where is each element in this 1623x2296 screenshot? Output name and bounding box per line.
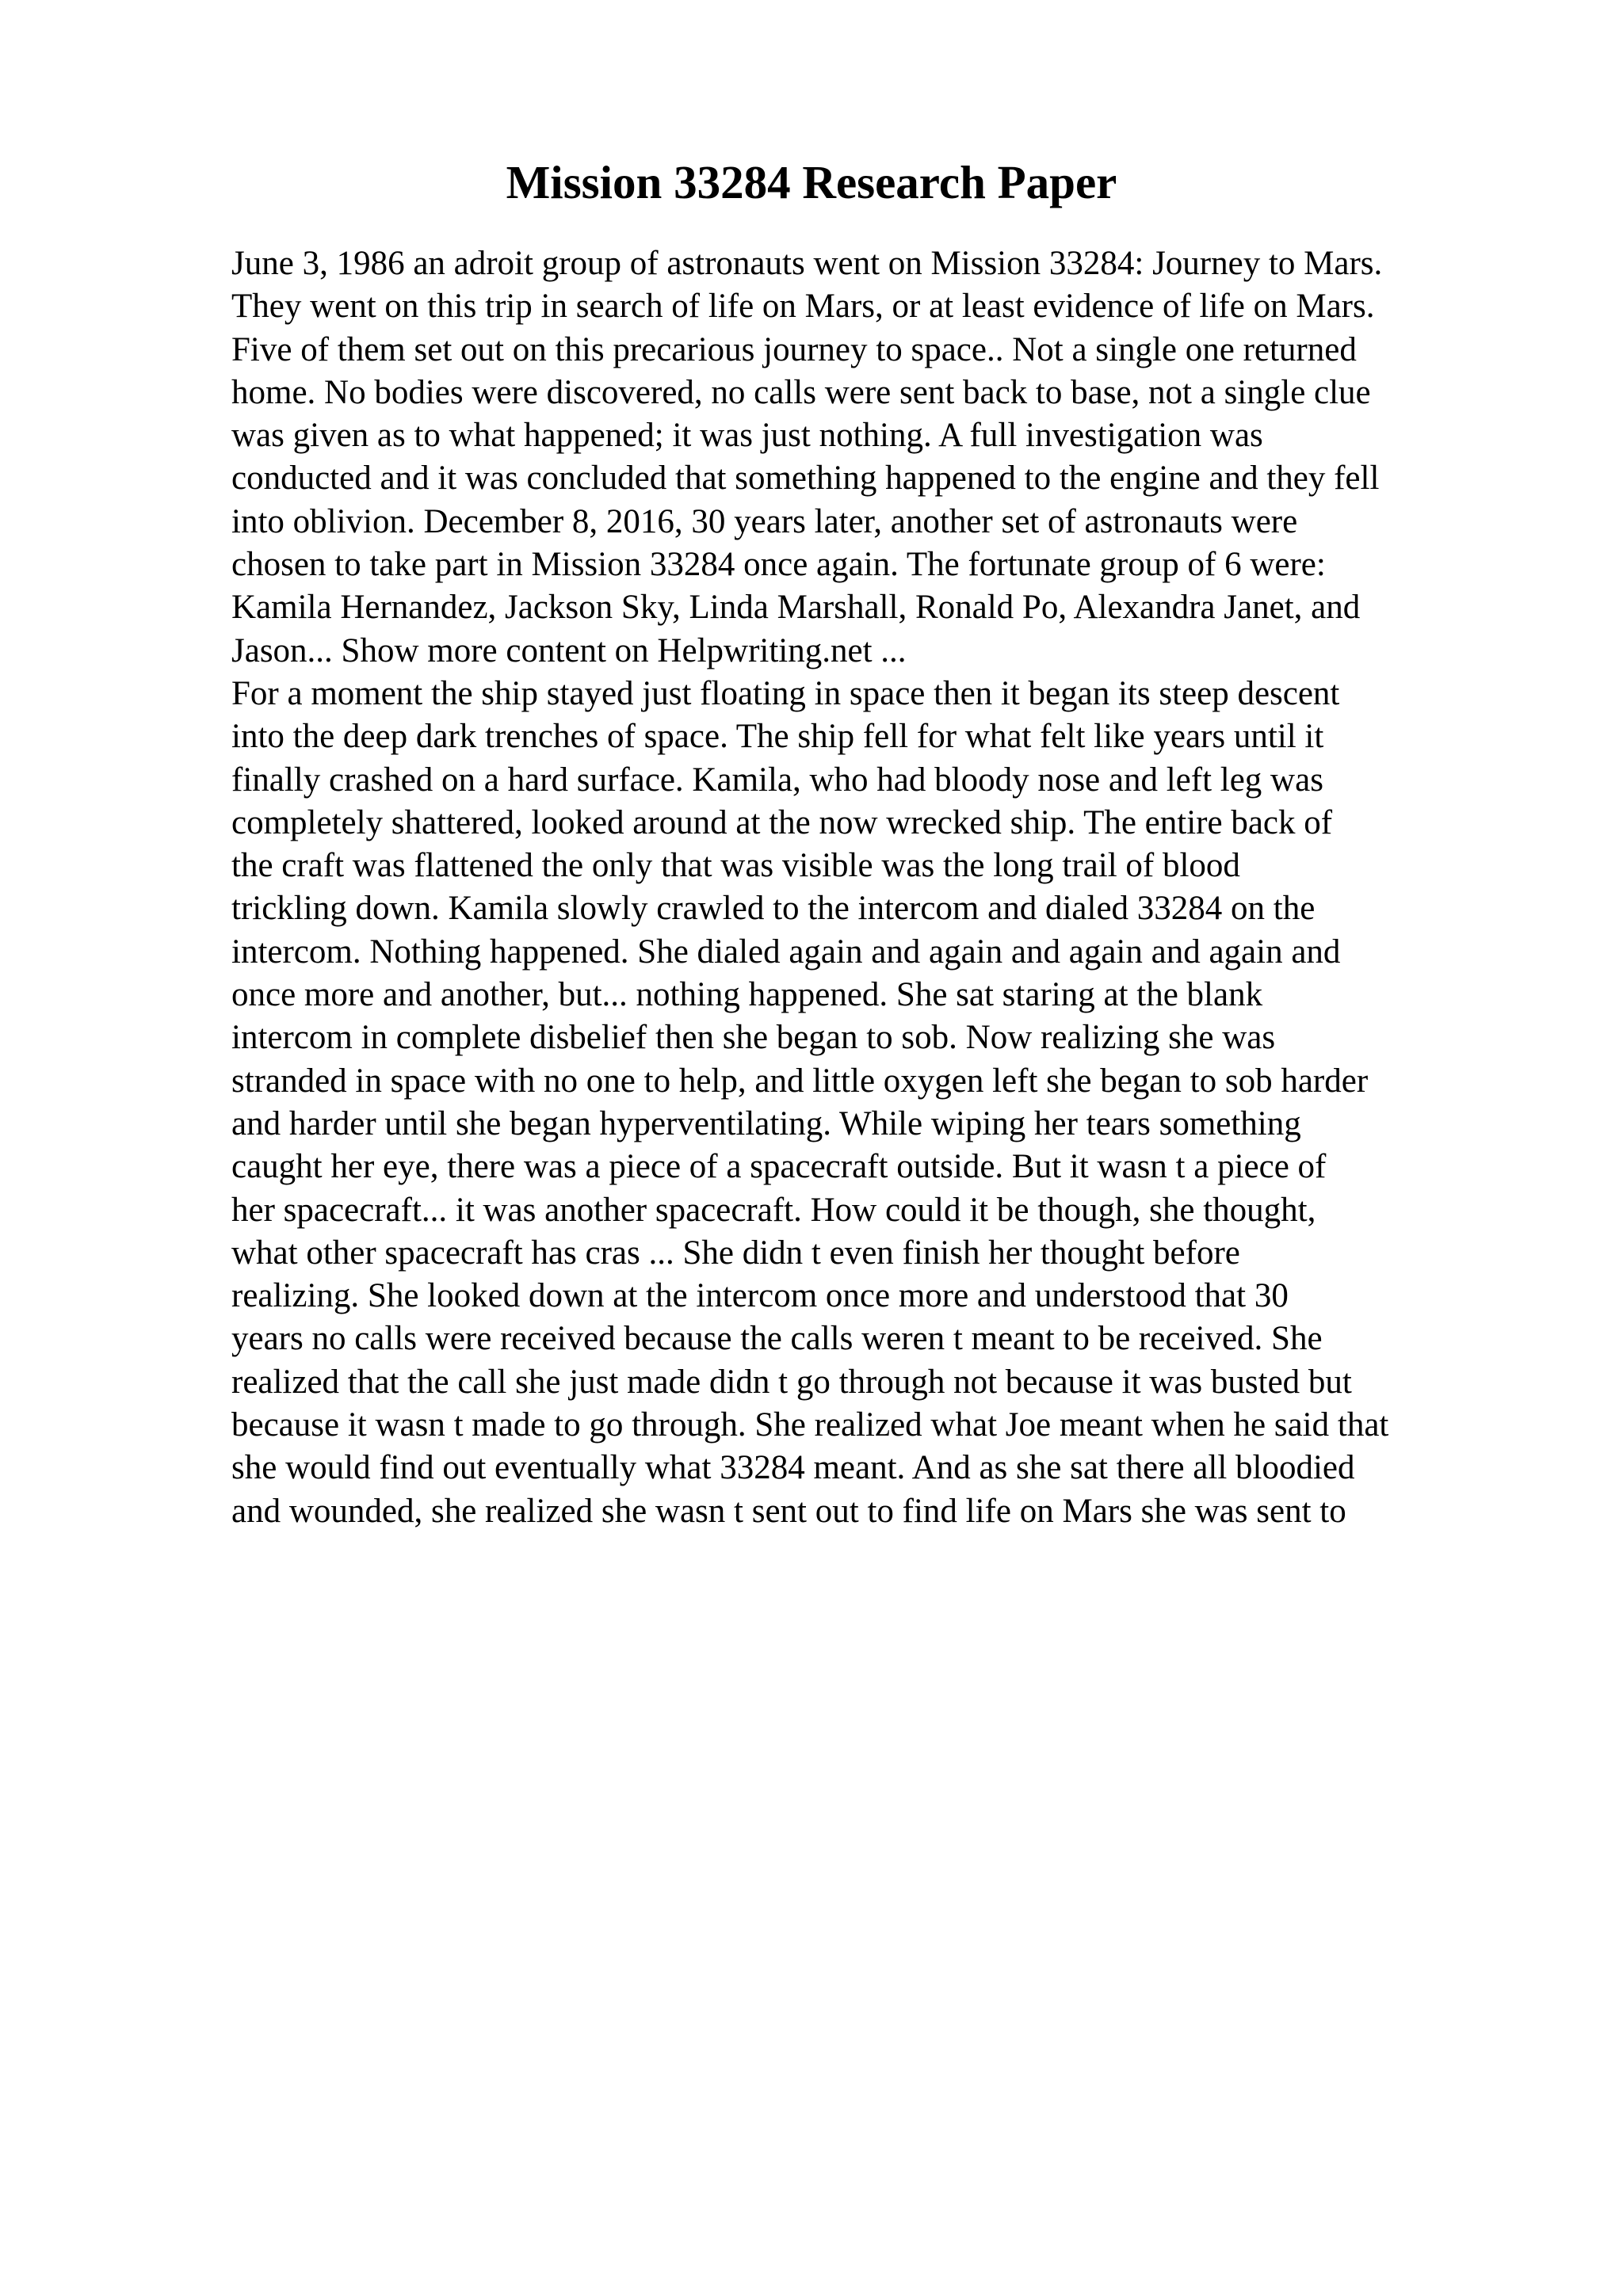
text-line: once more and another, but... nothing happened. She sat staring at the blank bbox=[231, 976, 1263, 1014]
text-line: stranded in space with no one to help, and little oxygen left she began to sob harder bbox=[231, 1062, 1369, 1100]
text-line: intercom. Nothing happened. She dialed again and again and again and again and bbox=[231, 933, 1341, 971]
text-line: conducted and it was concluded that something happened to the engine and they fell bbox=[231, 460, 1380, 498]
text-line: Kamila Hernandez, Jackson Sky, Linda Marshall, Ronald Po, Alexandra Janet, and bbox=[231, 589, 1361, 627]
text-line: realized that the call she just made didn t go through not because it was busted but bbox=[231, 1363, 1352, 1401]
text-line: Five of them set out on this precarious journey to space.. Not a single one returned bbox=[231, 330, 1357, 368]
text-line: completely shattered, looked around at the now wrecked ship. The entire back of bbox=[231, 803, 1333, 841]
text-line: into the deep dark trenches of space. The ship fell for what felt like years until it bbox=[231, 718, 1324, 756]
text-line: years no calls were received because the calls weren t meant to be received. She bbox=[231, 1320, 1323, 1358]
document-title: Mission 33284 Research Paper bbox=[506, 156, 1117, 208]
text-line: the craft was flattened the only that was visible was the long trail of blood bbox=[231, 847, 1240, 885]
text-line: caught her eye, there was a piece of a spacecraft outside. But it wasn t a piece of bbox=[231, 1148, 1327, 1186]
text-line: she would find out eventually what 33284 meant. And as she sat there all bloodied bbox=[231, 1449, 1355, 1487]
text-line: Jason... Show more content on Helpwriting.net ... bbox=[231, 631, 907, 669]
text-line: chosen to take part in Mission 33284 once again. The fortunate group of 6 were: bbox=[231, 546, 1326, 584]
text-line: what other spacecraft has cras ... She didn t even finish her thought before bbox=[231, 1234, 1240, 1272]
text-line: because it wasn t made to go through. She realized what Joe meant when he said that bbox=[231, 1406, 1389, 1444]
text-line: realizing. She looked down at the intercom once more and understood that 30 bbox=[231, 1277, 1289, 1315]
text-line: her spacecraft... it was another spacecraft. How could it be though, she thought, bbox=[231, 1191, 1316, 1229]
text-line: June 3, 1986 an adroit group of astronauts went on Mission 33284: Journey to Mars. bbox=[231, 245, 1383, 282]
text-line: and wounded, she realized she wasn t sent out to find life on Mars she was sent to bbox=[231, 1492, 1346, 1530]
text-line: intercom in complete disbelief then she began to sob. Now realizing she was bbox=[231, 1019, 1276, 1057]
text-line: home. No bodies were discovered, no calls were sent back to base, not a single clue bbox=[231, 373, 1371, 411]
text-line: was given as to what happened; it was just nothing. A full investigation was bbox=[231, 417, 1263, 455]
text-line: For a moment the ship stayed just floating in space then it began its steep descent bbox=[231, 674, 1340, 712]
text-line: into oblivion. December 8, 2016, 30 years later, another set of astronauts were bbox=[231, 502, 1298, 540]
text-line: They went on this trip in search of life on Mars, or at least evidence of life on Mars. bbox=[231, 288, 1375, 326]
document-body bbox=[231, 242, 1579, 1533]
text-line: trickling down. Kamila slowly crawled to the intercom and dialed 33284 on the bbox=[231, 890, 1316, 928]
text-line: finally crashed on a hard surface. Kamila, who had bloody nose and left leg was bbox=[231, 761, 1323, 799]
text-line: and harder until she began hyperventilating. While wiping her tears something bbox=[231, 1104, 1301, 1142]
